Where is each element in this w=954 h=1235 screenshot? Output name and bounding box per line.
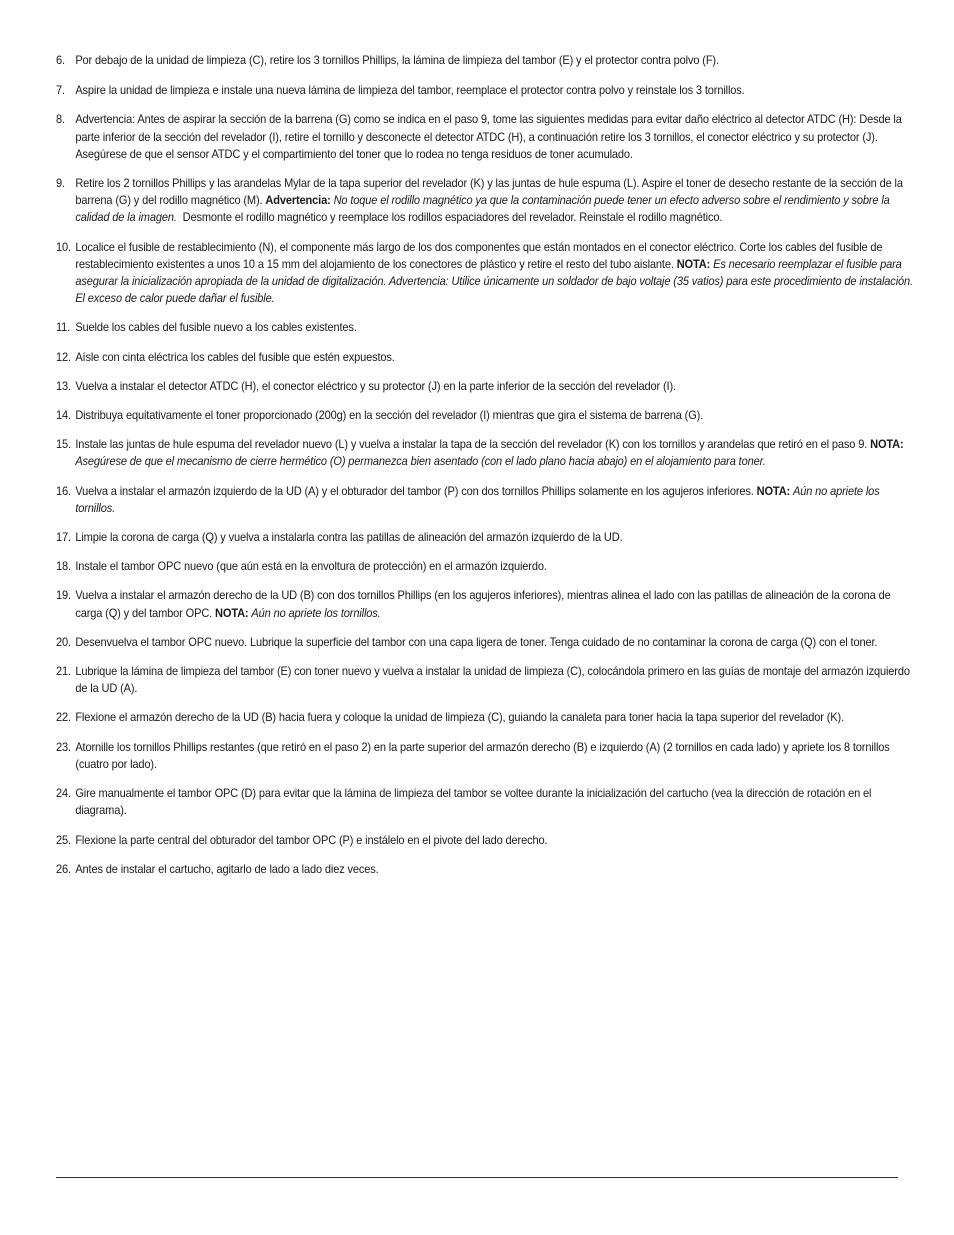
note-text: Aún no apriete los tornillos. [251,605,381,620]
step-20 [56,634,917,651]
step-text: Por debajo de la unidad de limpieza (C), retire los 3 tornillos Phillips, la lámina de limpieza del tambor (E) y el protector contra polvo (F). [75,53,719,67]
step-text: Vuelva a instalar el armazón derecho de la UD (B) con dos tornillos Phillips (en los agujeros inferiores), mientras alinea el lado con las patillas de alineación de la corona de carga (Q) y del tambor OPC. [75,588,891,620]
step-23 [56,739,917,773]
step-number: 17. [56,530,71,545]
step-22 [56,709,917,726]
step-25 [56,832,917,849]
step-number: 16. [56,483,71,498]
warning-text: No toque el rodillo magnético ya que la contaminación puede tener un efecto adverso sobre el rendimiento y sobre la calidad de la imagen. [75,193,890,225]
step-number: 9. [56,176,65,191]
step-19 [56,587,917,621]
step-6 [56,52,917,69]
step-text: Lubrique la lámina de limpieza del tambor (E) con toner nuevo y vuelva a instalar la unidad de limpieza (C), colocándola primero en las guías de montaje del armazón izquierdo de la UD (A). [75,664,910,696]
step-number: 21. [56,664,71,679]
instructions-page [56,52,913,878]
step-26 [56,861,917,878]
step-12 [56,349,917,366]
note-text: Es necesario reemplazar el fusible para asegurar la inicialización apropiada de la unidad de digitalización. Advertencia: Utilice únicamente un soldador de bajo voltaje (35 vatios) para este procedimiento de instalación. El exceso de calor puede dañar el fusible. [75,256,913,306]
step-18 [56,558,917,575]
step-text: Flexione el armazón derecho de la UD (B) hacia fuera y coloque la unidad de limpieza (C), guiando la canaleta para toner hacia la tapa superior del revelador (K). [75,710,845,725]
step-text-tail: Desmonte el rodillo magnético y reemplace los rodillos espaciadores del revelador. Reinstale el rodillo magnético. [182,210,723,225]
step-number: 11. [56,320,71,335]
step-21 [56,663,917,697]
instruction-steps-list [56,52,913,878]
step-number: 22. [56,710,71,725]
step-text: Atornille los tornillos Phillips restantes (que retiró en el paso 2) en la parte superior del armazón derecho (B) e izquierdo (A) (2 tornillos en cada lado) y apriete los 8 tornillos (cuatro por lado). [75,739,890,771]
step-text: Instale las juntas de hule espuma del revelador nuevo (L) y vuelva a instalar la tapa de la sección del revelador (K) con los tornillos y arandelas que retiró en el paso 9. [75,437,868,452]
step-17 [56,529,917,546]
footer-divider [56,1177,898,1178]
step-9 [56,175,917,227]
note-label: NOTA: [215,605,249,620]
step-10 [56,239,917,308]
step-text: Instale el tambor OPC nuevo (que aún está en la envoltura de protección) en el armazón izquierdo. [75,559,547,574]
step-number: 10. [56,239,71,254]
step-number: 23. [56,739,71,754]
step-text: Advertencia: Antes de aspirar la sección de la barrena (G) como se indica en el paso 9, tome las siguientes medidas para evitar daño eléctrico al detector ATDC (H): Desde la parte inferior de la sección del revelador (I), retire el tornillo y desconecte el detector ATDC (H), a continuación retire los 3 tornillos, el conector eléctrico y su protector (J). Asegúrese de que el sensor ATDC y el compartimiento del toner que lo rodea no tenga residuos de toner acumulado. [75,112,902,161]
step-number: 6. [56,53,65,67]
step-14 [56,407,917,424]
step-number: 19. [56,588,71,603]
note-label: NOTA: [870,437,904,452]
step-text: Gire manualmente el tambor OPC (D) para evitar que la lámina de limpieza del tambor se voltee durante la inicialización del cartucho (vea la dirección de rotación en el diagrama). [75,786,872,818]
step-number: 24. [56,786,71,801]
step-number: 20. [56,634,71,649]
step-24 [56,785,917,819]
step-number: 13. [56,378,71,393]
step-number: 15. [56,437,71,452]
step-number: 7. [56,83,65,98]
step-15 [56,436,917,470]
step-number: 8. [56,112,65,127]
step-7 [56,82,917,99]
step-text: Aspire la unidad de limpieza e instale una nueva lámina de limpieza del tambor, reemplace el protector contra polvo y reinstale los 3 tornillos. [75,83,745,98]
step-number: 14. [56,408,71,423]
note-label: NOTA: [676,256,711,271]
step-number: 26. [56,861,71,876]
step-text: Flexione la parte central del obturador del tambor OPC (P) e instálelo en el pivote del lado derecho. [75,832,548,847]
step-text: Aísle con cinta eléctrica los cables del fusible que estén expuestos. [75,349,395,364]
step-number: 12. [56,349,71,364]
step-text: Antes de instalar el cartucho, agitarlo de lado a lado diez veces. [75,861,379,876]
note-text: Aún no apriete los tornillos. [75,483,880,515]
warning-label: Advertencia: [265,193,331,208]
step-text: Distribuya equitativamente el toner proporcionado (200g) en la sección del revelador (I) mientras que gira el sistema de barrena (G). [75,408,704,423]
step-11 [56,319,917,336]
step-number: 18. [56,559,71,574]
step-8 [56,111,917,163]
step-text: Localice el fusible de restablecimiento (N), el componente más largo de los dos componentes que están montados en el conector eléctrico. Corte los cables del fusible de restablecimiento existentes a unos 10 a 15 mm del alojamiento de los conectores de plástico y retire el resto del tubo aislante. [75,239,883,271]
step-13 [56,378,917,395]
note-text: Asegúrese de que el mecanismo de cierre hermético (O) permanezca bien asentado (con el lado plano hacia abajo) en el alojamiento para toner. [75,454,766,469]
step-text: Suelde los cables del fusible nuevo a los cables existentes. [75,320,357,335]
step-text: Retire los 2 tornillos Phillips y las arandelas Mylar de la tapa superior del revelador (K) y las juntas de hule espuma (L). Aspire el toner de desecho restante de la sección de la barrena (G) y del rodillo magnético (M). [75,176,903,208]
step-text: Limpie la corona de carga (Q) y vuelva a instalarla contra las patillas de alineación del armazón izquierdo de la UD. [75,530,623,545]
step-text: Vuelva a instalar el detector ATDC (H), el conector eléctrico y su protector (J) en la parte inferior de la sección del revelador (I). [75,378,676,393]
step-16 [56,483,917,517]
step-text: Vuelva a instalar el armazón izquierdo de la UD (A) y el obturador del tambor (P) con dos tornillos Phillips solamente en los agujeros inferiores. [75,483,754,498]
note-label: NOTA: [756,483,791,498]
step-text: Desenvuelva el tambor OPC nuevo. Lubrique la superficie del tambor con una capa ligera de toner. Tenga cuidado de no contaminar la corona de carga (Q) con el toner. [75,634,878,649]
step-number: 25. [56,832,71,847]
